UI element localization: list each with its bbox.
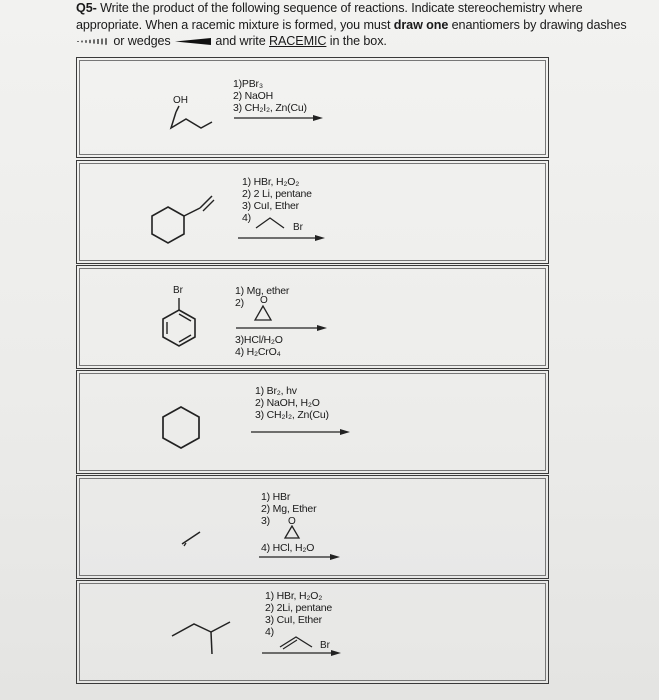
wedge-bond-icon: [174, 37, 212, 46]
starting-material-methylpropene: [168, 612, 248, 662]
br-substituent-label: Br: [173, 285, 183, 296]
racemic-keyword: RACEMIC: [269, 34, 327, 48]
starting-material-cyclohexane: [152, 405, 212, 455]
reaction-5-conditions-top: 1) HBr 2) Mg, Ether 3): [261, 491, 317, 527]
starting-material-alcohol: [156, 92, 226, 132]
reaction-box-1: [76, 57, 549, 158]
reaction-2-conditions: 1) HBr, H₂O₂ 2) 2 Li, pentane 3) CuI, Ether 4): [242, 176, 312, 224]
reaction-arrow-4: [251, 428, 351, 436]
reaction-arrow-5: [259, 553, 341, 561]
reaction-3-conditions-bottom: 3)HCl/H₂O 4) H₂CrO₄: [235, 334, 283, 358]
reaction-arrow-6: [262, 649, 342, 657]
reaction-box-3: [76, 265, 549, 369]
epoxide-oxygen-label-2: O: [288, 516, 296, 527]
question-number: Q5-: [76, 1, 97, 15]
reaction-6-conditions: 1) HBr, H₂O₂ 2) 2Li, pentane 3) CuI, Ether 4): [265, 590, 333, 638]
reaction-3-conditions-top: 1) Mg, ether 2): [235, 285, 290, 309]
reaction-arrow-3: [236, 324, 328, 332]
reaction-arrow-1: [234, 114, 324, 122]
ethylene-oxide-reagent: [252, 304, 276, 324]
br-label-2: Br: [320, 640, 330, 651]
starting-material-alkene: [172, 522, 212, 552]
starting-material-vinylcyclohexane: [146, 192, 226, 252]
hash-bond-icon: [76, 37, 110, 46]
ethylene-oxide-reagent-2: [281, 525, 305, 543]
reaction-4-conditions: 1) Br₂, hv 2) NaOH, H₂O 3) CH₂I₂, Zn(Cu): [255, 385, 329, 421]
reaction-5-conditions-bottom: 4) HCl, H₂O: [261, 542, 315, 554]
oh-label: OH: [173, 95, 188, 106]
starting-material-bromobenzene: [150, 296, 210, 366]
reaction-1-conditions: 1)PBr₃ 2) NaOH 3) CH₂I₂, Zn(Cu): [233, 78, 307, 114]
br-label: Br: [293, 222, 303, 233]
allyl-bromide-reagent: [254, 214, 294, 232]
draw-one-emphasis: draw one: [393, 17, 449, 32]
epoxide-oxygen-label: O: [260, 295, 268, 306]
reaction-arrow-2: [238, 234, 326, 242]
question-text: Q5- Write the product of the following sequence of reactions. Indicate stereochemistry where appropriate. When a racemic mixture is formed, you must draw one enantiomers by drawing dashes or wedges and write RACEMIC in the box.: [76, 1, 627, 48]
